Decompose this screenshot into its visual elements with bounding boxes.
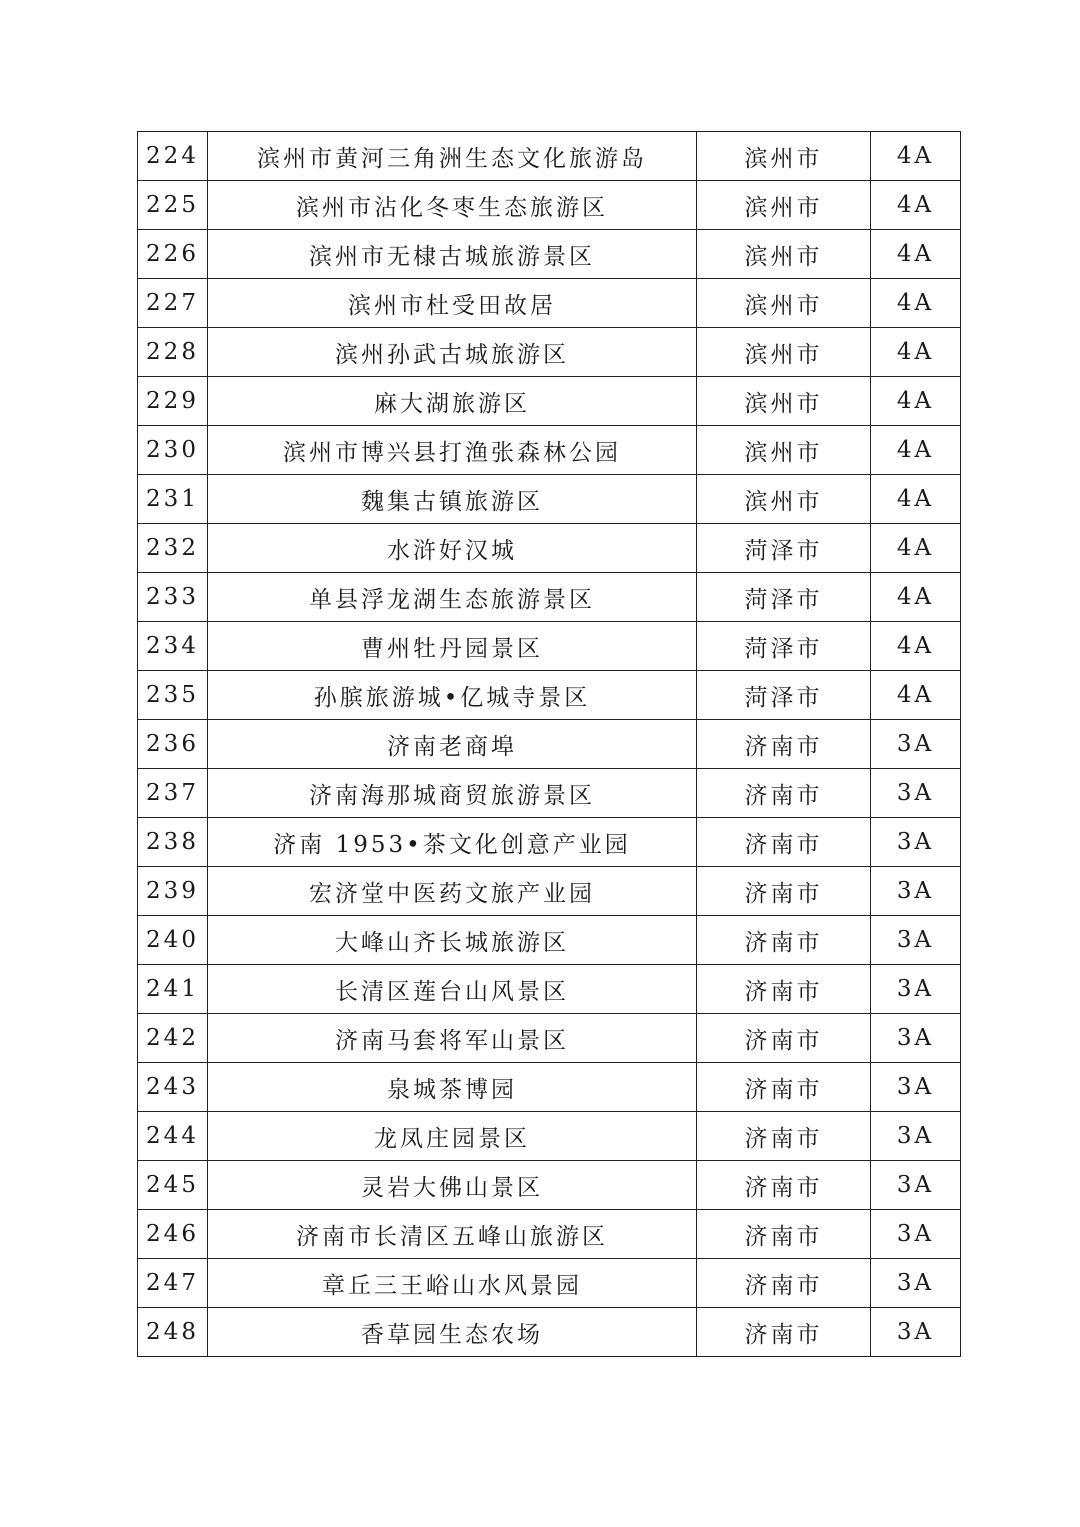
grade-cell: 3A (871, 1112, 961, 1161)
scenic-spot-name-cell: 滨州孙武古城旅游区 (208, 328, 697, 377)
city-cell: 济南市 (697, 818, 871, 867)
grade-cell: 4A (871, 573, 961, 622)
grade-cell: 3A (871, 916, 961, 965)
city-cell: 济南市 (697, 769, 871, 818)
scenic-spot-name-cell: 滨州市无棣古城旅游景区 (208, 230, 697, 279)
table-row (138, 818, 961, 867)
row-number-cell: 237 (138, 769, 208, 818)
table-row (138, 1259, 961, 1308)
grade-cell: 3A (871, 818, 961, 867)
grade-cell: 3A (871, 1161, 961, 1210)
scenic-spot-name-cell: 宏济堂中医药文旅产业园 (208, 867, 697, 916)
grade-cell: 3A (871, 1259, 961, 1308)
grade-cell: 3A (871, 1014, 961, 1063)
row-number-cell: 239 (138, 867, 208, 916)
row-number-cell: 226 (138, 230, 208, 279)
table-row (138, 1063, 961, 1112)
city-cell: 滨州市 (697, 328, 871, 377)
grade-cell: 4A (871, 230, 961, 279)
scenic-spot-name-cell: 泉城茶博园 (208, 1063, 697, 1112)
table-row (138, 573, 961, 622)
grade-cell: 3A (871, 867, 961, 916)
table-row (138, 1014, 961, 1063)
row-number-cell: 231 (138, 475, 208, 524)
scenic-spot-name-cell: 滨州市杜受田故居 (208, 279, 697, 328)
city-cell: 菏泽市 (697, 671, 871, 720)
row-number-cell: 235 (138, 671, 208, 720)
table-body (138, 132, 961, 1357)
city-cell: 济南市 (697, 965, 871, 1014)
row-number-cell: 228 (138, 328, 208, 377)
grade-cell: 4A (871, 475, 961, 524)
city-cell: 菏泽市 (697, 573, 871, 622)
row-number-cell: 248 (138, 1308, 208, 1357)
table-row (138, 1308, 961, 1357)
grade-cell: 4A (871, 132, 961, 181)
scenic-spot-name-cell: 大峰山齐长城旅游区 (208, 916, 697, 965)
scenic-spot-name-cell: 济南 1953•茶文化创意产业园 (208, 818, 697, 867)
scenic-spot-name-cell: 麻大湖旅游区 (208, 377, 697, 426)
scenic-spot-name-cell: 香草园生态农场 (208, 1308, 697, 1357)
scenic-spot-name-cell: 长清区莲台山风景区 (208, 965, 697, 1014)
scenic-spot-name-cell: 济南马套将军山景区 (208, 1014, 697, 1063)
city-cell: 济南市 (697, 1210, 871, 1259)
table-row (138, 328, 961, 377)
row-number-cell: 236 (138, 720, 208, 769)
grade-cell: 4A (871, 279, 961, 328)
grade-cell: 4A (871, 671, 961, 720)
city-cell: 滨州市 (697, 426, 871, 475)
city-cell: 济南市 (697, 1014, 871, 1063)
grade-cell: 3A (871, 1308, 961, 1357)
scenic-spot-name-cell: 滨州市博兴县打渔张森林公园 (208, 426, 697, 475)
city-cell: 滨州市 (697, 475, 871, 524)
table-row (138, 671, 961, 720)
row-number-cell: 233 (138, 573, 208, 622)
scenic-spot-name-cell: 济南市长清区五峰山旅游区 (208, 1210, 697, 1259)
grade-cell: 3A (871, 965, 961, 1014)
city-cell: 菏泽市 (697, 622, 871, 671)
city-cell: 济南市 (697, 1112, 871, 1161)
table-row (138, 965, 961, 1014)
scenic-spot-table (137, 131, 961, 1357)
scenic-spot-name-cell: 水浒好汉城 (208, 524, 697, 573)
city-cell: 滨州市 (697, 279, 871, 328)
row-number-cell: 238 (138, 818, 208, 867)
table-row (138, 181, 961, 230)
city-cell: 滨州市 (697, 181, 871, 230)
scenic-spot-name-cell: 魏集古镇旅游区 (208, 475, 697, 524)
grade-cell: 4A (871, 622, 961, 671)
table-row (138, 230, 961, 279)
row-number-cell: 225 (138, 181, 208, 230)
grade-cell: 4A (871, 181, 961, 230)
table-row (138, 475, 961, 524)
grade-cell: 4A (871, 524, 961, 573)
table-row (138, 1210, 961, 1259)
table-row (138, 1112, 961, 1161)
city-cell: 滨州市 (697, 377, 871, 426)
city-cell: 济南市 (697, 916, 871, 965)
table-row (138, 426, 961, 475)
table-row (138, 720, 961, 769)
row-number-cell: 240 (138, 916, 208, 965)
table-row (138, 279, 961, 328)
table-row (138, 1161, 961, 1210)
row-number-cell: 232 (138, 524, 208, 573)
grade-cell: 4A (871, 328, 961, 377)
grade-cell: 3A (871, 769, 961, 818)
scenic-spot-name-cell: 孙膑旅游城•亿城寺景区 (208, 671, 697, 720)
city-cell: 滨州市 (697, 132, 871, 181)
row-number-cell: 247 (138, 1259, 208, 1308)
scenic-spot-name-cell: 龙凤庄园景区 (208, 1112, 697, 1161)
row-number-cell: 244 (138, 1112, 208, 1161)
scenic-spot-name-cell: 滨州市沾化冬枣生态旅游区 (208, 181, 697, 230)
row-number-cell: 230 (138, 426, 208, 475)
table-row (138, 132, 961, 181)
city-cell: 济南市 (697, 1161, 871, 1210)
row-number-cell: 229 (138, 377, 208, 426)
row-number-cell: 246 (138, 1210, 208, 1259)
table-row (138, 524, 961, 573)
scenic-spot-name-cell: 滨州市黄河三角洲生态文化旅游岛 (208, 132, 697, 181)
row-number-cell: 224 (138, 132, 208, 181)
scenic-spot-name-cell: 章丘三王峪山水风景园 (208, 1259, 697, 1308)
row-number-cell: 243 (138, 1063, 208, 1112)
scenic-spot-name-cell: 曹州牡丹园景区 (208, 622, 697, 671)
grade-cell: 4A (871, 426, 961, 475)
table-row (138, 377, 961, 426)
scenic-spot-name-cell: 灵岩大佛山景区 (208, 1161, 697, 1210)
grade-cell: 4A (871, 377, 961, 426)
city-cell: 济南市 (697, 720, 871, 769)
city-cell: 滨州市 (697, 230, 871, 279)
row-number-cell: 241 (138, 965, 208, 1014)
row-number-cell: 227 (138, 279, 208, 328)
city-cell: 菏泽市 (697, 524, 871, 573)
city-cell: 济南市 (697, 867, 871, 916)
city-cell: 济南市 (697, 1063, 871, 1112)
scenic-spot-name-cell: 济南海那城商贸旅游景区 (208, 769, 697, 818)
grade-cell: 3A (871, 1063, 961, 1112)
row-number-cell: 234 (138, 622, 208, 671)
grade-cell: 3A (871, 1210, 961, 1259)
table-row (138, 622, 961, 671)
table-row (138, 867, 961, 916)
table-row (138, 916, 961, 965)
grade-cell: 3A (871, 720, 961, 769)
scenic-spot-name-cell: 单县浮龙湖生态旅游景区 (208, 573, 697, 622)
city-cell: 济南市 (697, 1259, 871, 1308)
row-number-cell: 245 (138, 1161, 208, 1210)
scenic-spot-name-cell: 济南老商埠 (208, 720, 697, 769)
city-cell: 济南市 (697, 1308, 871, 1357)
row-number-cell: 242 (138, 1014, 208, 1063)
table-row (138, 769, 961, 818)
